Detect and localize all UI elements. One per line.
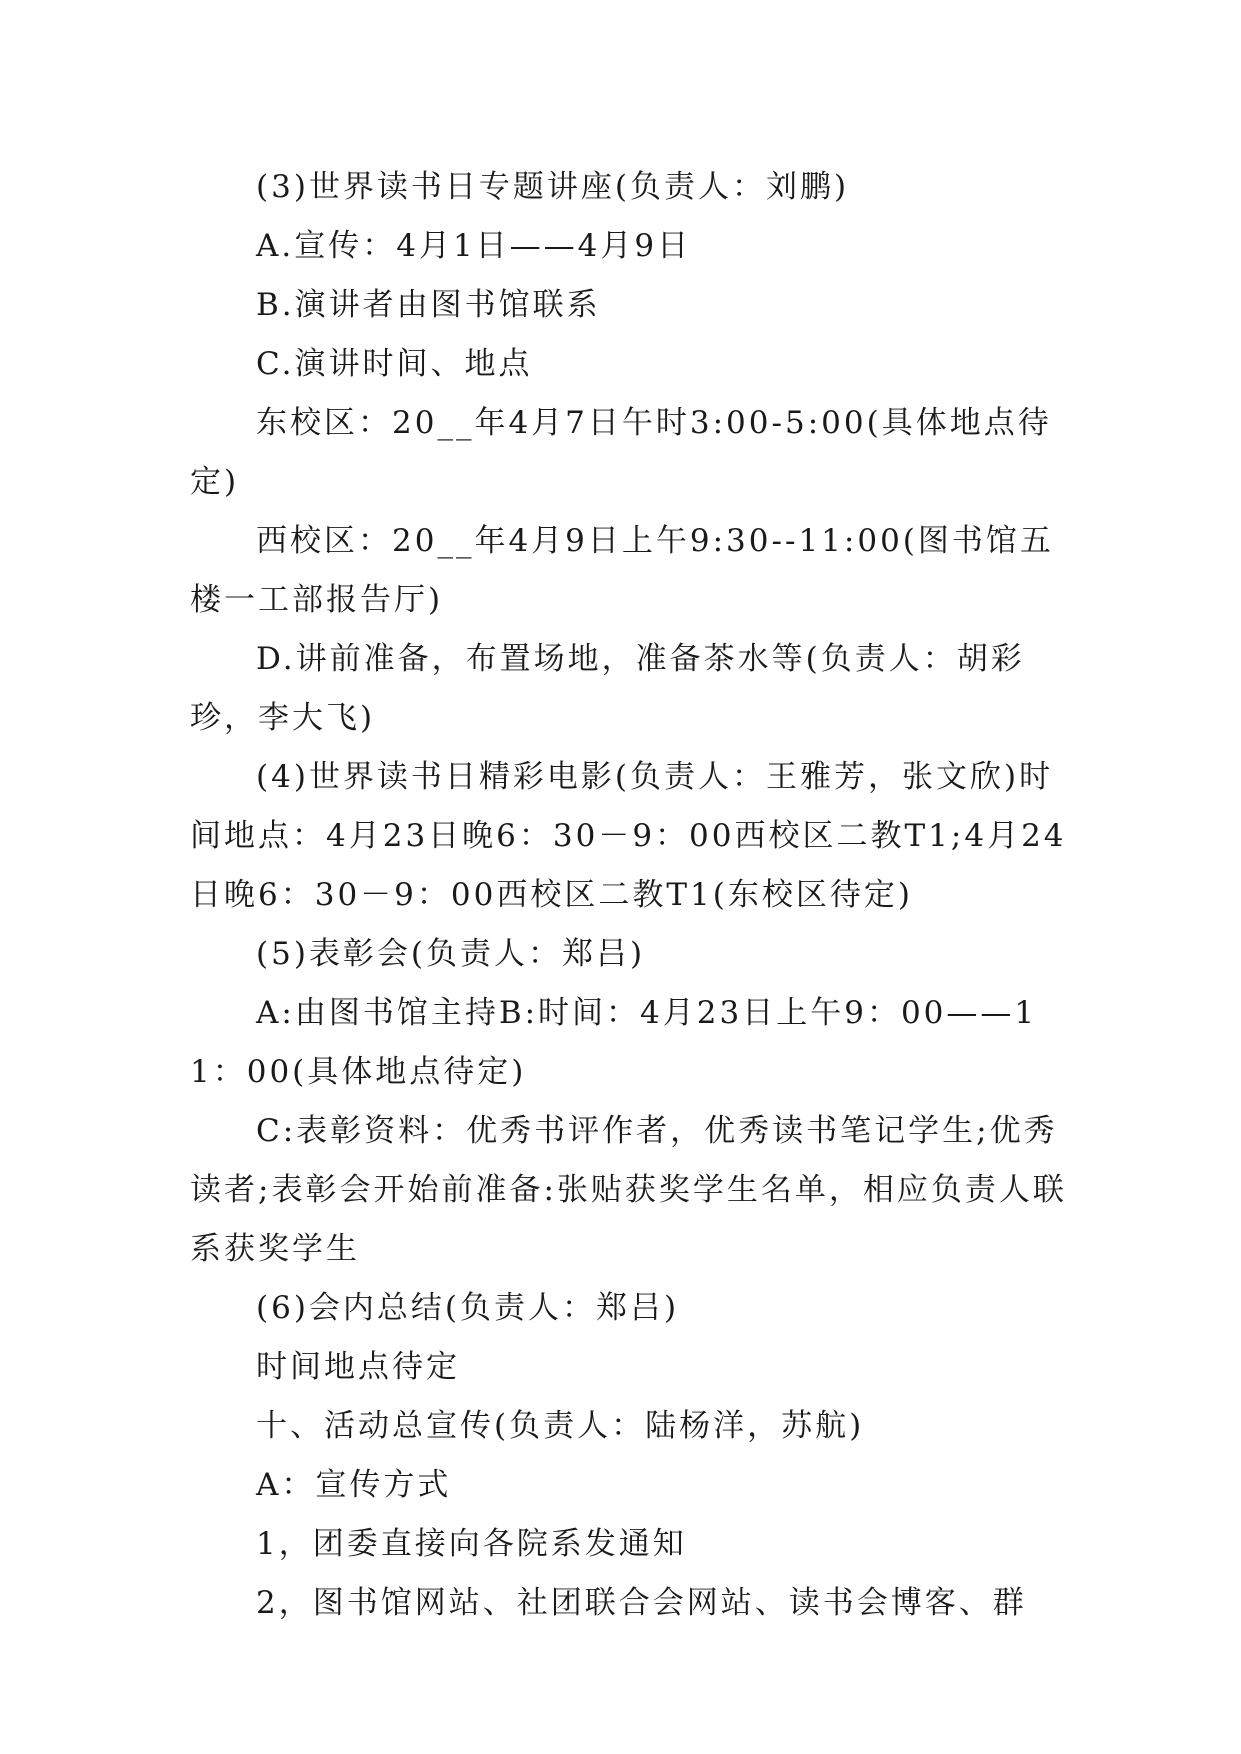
paragraph-publicity-methods: A：宣传方式 [256,1467,452,1503]
paragraph-award-host-time: A:由图书馆主持B:时间：4月23日上午9：00——11：00(具体地点待定) [190,995,1038,1090]
paragraph-movie: (4)世界读书日精彩电影(负责人：王雅芳，张文欣)时间地点：4月23日晚6：30－9：00西校区二教T1;4月24日晚6：30－9：00西校区二教T1(东校区待定) [190,759,1067,913]
paragraph-east-campus: 东校区：20__年4月7日午时3:00-5:00(具体地点待定) [190,405,1052,500]
paragraph-summary-time: 时间地点待定 [256,1349,460,1385]
paragraph-publicity-item-1: 1，团委直接向各院系发通知 [256,1526,687,1562]
paragraph-publicity-item-2: 2，图书馆网站、社团联合会网站、读书会博客、群 [256,1585,1027,1621]
paragraph-west-campus: 西校区：20__年4月9日上午9:30--11:00(图书馆五楼一工部报告厅) [190,523,1054,618]
paragraph-award-heading: (5)表彰会(负责人：郑吕) [256,936,646,972]
paragraph-lecture-speaker: B.演讲者由图书馆联系 [256,287,601,323]
paragraph-lecture-time-place: C.演讲时间、地点 [256,346,533,382]
document-page [190,158,1070,1633]
paragraph-lecture-heading: (3)世界读书日专题讲座(负责人：刘鹏) [256,169,850,205]
paragraph-publicity-heading: 十、活动总宣传(负责人：陆杨洋，苏航) [256,1408,865,1444]
paragraph-lecture-publicity: A.宣传：4月1日——4月9日 [256,228,692,264]
paragraph-lecture-preparation: D.讲前准备，布置场地，准备茶水等(负责人：胡彩珍，李大飞) [190,641,1025,736]
paragraph-summary-heading: (6)会内总结(负责人：郑吕) [256,1290,680,1326]
paragraph-award-materials: C:表彰资料：优秀书评作者，优秀读书笔记学生;优秀读者;表彰会开始前准备:张贴获奖学生名单，相应负责人联系获奖学生 [190,1113,1067,1267]
